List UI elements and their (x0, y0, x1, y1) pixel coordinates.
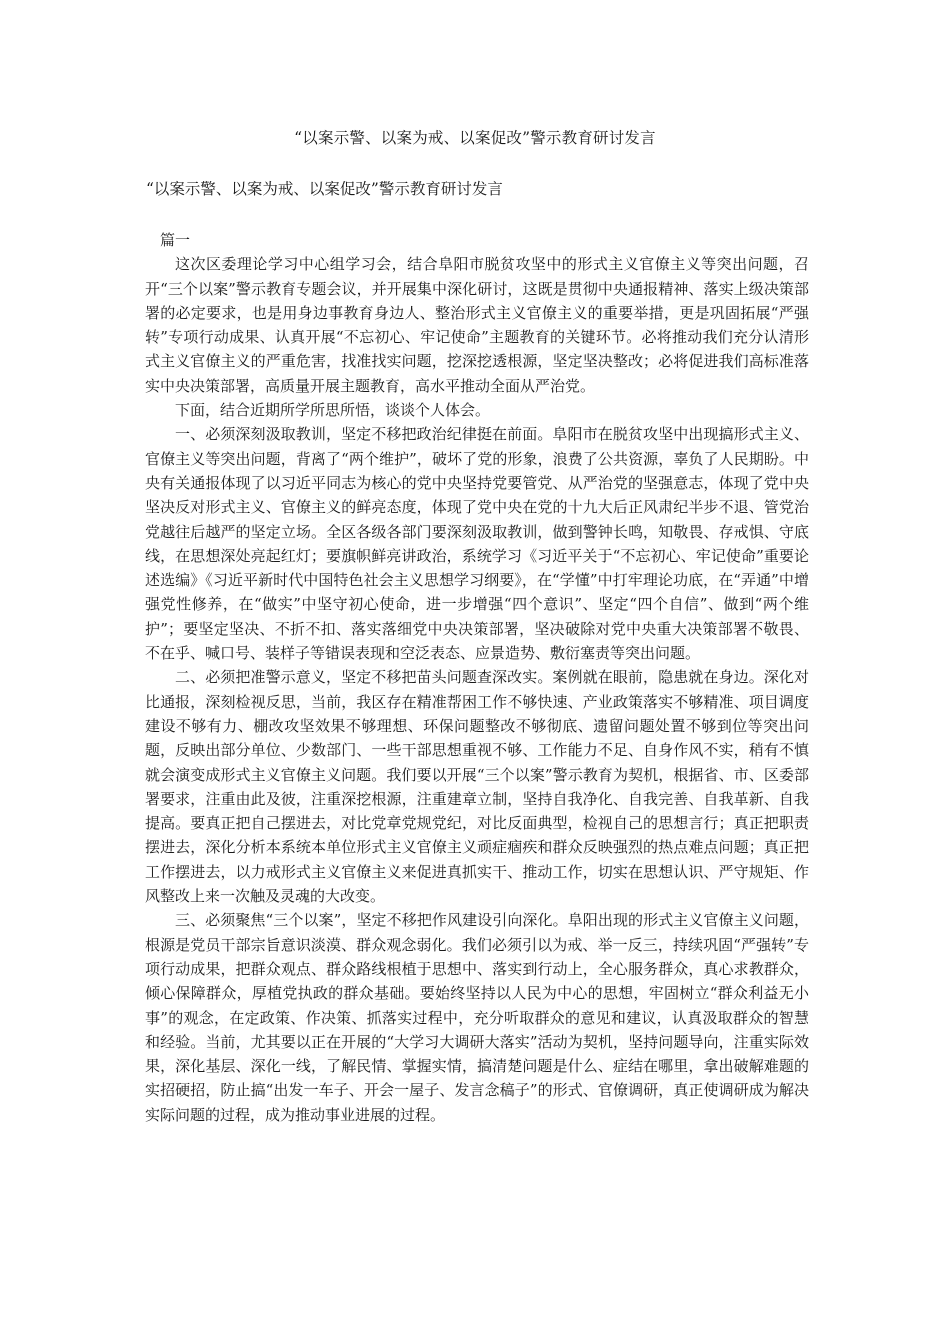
document-subtitle: “以案示警、以案为戒、以案促改”警示教育研讨发言 (146, 180, 503, 198)
paragraph-intro: 这次区委理论学习中心组学习会，结合阜阳市脱贫攻坚中的形式主义官僚主义等突出问题，召开“三个以案”警示教育专题会议，并开展集中深化研讨，这既是贯彻中央通报精神、落实上级决策部署的必定要求，也是用身边事教育身边人、整治形式主义官僚主义的重要举措，更是巩固拓展“严强转”专项行动成果、认真开展“不忘初心、牢记使命”主题教育的关键环节。必将推动我们充分认清形式主义官僚主义的严重危害，找准找实问题，挖深挖透根源，坚定坚决整改；必将促进我们高标准落实中央决策部署，高质量开展主题教育，高水平推动全面从严治党。 (145, 255, 809, 395)
section-label: 篇一 (160, 231, 191, 249)
document-body (145, 228, 809, 1127)
paragraph-point-one: 一、必须深刻汲取教训，坚定不移把政治纪律挺在前面。阜阳市在脱贫攻坚中出现搞形式主义、官僚主义等突出问题，背离了“两个维护”，破坏了党的形象，浪费了公共资源，辜负了人民期盼。中央有关通报体现了以习近平同志为核心的党中央坚持党要管党、从严治党的坚强意志，体现了党中央坚决反对形式主义、官僚主义的鲜亮态度，体现了党中央在党的十九大后正风肃纪半步不退、管党治党越往后越严的坚定立场。全区各级各部门要深刻汲取教训，做到警钟长鸣，知敬畏、存戒惧、守底线，在思想深处亮起红灯；要旗帜鲜亮讲政治，系统学习《习近平关于“不忘初心、牢记使命”重要论述选编》《习近平新时代中国特色社会主义思想学习纲要》，在“学懂”中打牢理论功底，在“弄通”中增强党性修养，在“做实”中坚守初心使命，进一步增强“四个意识”、坚定“四个自信”、做到“两个维护”；要坚定坚决、不折不扣、落实落细党中央决策部署，坚决破除对党中央重大决策部署不敬畏、不在乎、喊口号、装样子等错误表现和空泛表态、应景造势、敷衍塞责等突出问题。 (145, 425, 809, 663)
paragraph-transition: 下面，结合近期所学所思所悟，谈谈个人体会。 (175, 401, 491, 420)
paragraph-point-three: 三、必须聚焦“三个以案”，坚定不移把作风建设引向深化。阜阳出现的形式主义官僚主义问题，根源是党员干部宗旨意识淡漠、群众观念弱化。我们必须引以为戒、举一反三，持续巩固“严强转”专项行动成果，把群众观点、群众路线根植于思想中、落实到行动上，全心服务群众，真心求教群众，倾心保障群众，厚植党执政的群众基础。要始终坚持以人民为中心的思想，牢固树立“群众利益无小事”的观念，在定政策、作决策、抓落实过程中，充分听取群众的意见和建议，认真汲取群众的智慧和经验。当前，尤其要以正在开展的“大学习大调研大落实”活动为契机，坚持问题导向，注重实际效果，深化基层、深化一线，了解民情、掌握实情，搞清楚问题是什么、症结在哪里，拿出破解难题的实招硬招，防止搞“出发一车子、开会一屋子、发言念稿子”的形式、官僚调研，真正使调研成为解决实际问题的过程，成为推动事业进展的过程。 (145, 911, 809, 1124)
paragraph-point-two: 二、必须把准警示意义，坚定不移把苗头问题查深改实。案例就在眼前，隐患就在身边。深化对比通报，深刻检视反思，当前，我区存在精准帮困工作不够快速、产业政策落实不够精准、项目调度建设不够有力、棚改攻坚效果不够理想、环保问题整改不够彻底、遗留问题处置不够到位等突出问题，反映出部分单位、少数部门、一些干部思想重视不够、工作能力不足、自身作风不实，稍有不慎就会演变成形式主义官僚主义问题。我们要以开展“三个以案”警示教育为契机，根据省、市、区委部署要求，注重由此及彼，注重深挖根源，注重建章立制，坚持自我净化、自我完善、自我革新、自我提高。要真正把自己摆进去，对比党章党规党纪，对比反面典型，检视自己的思想言行；真正把职责摆进去，深化分析本系统本单位形式主义官僚主义顽症痼疾和群众反映强烈的热点难点问题；真正把工作摆进去，以力戒形式主义官僚主义来促进真抓实干、推动工作，切实在思想认识、严守规矩、作风整改上来一次触及灵魂的大改变。 (145, 668, 809, 906)
document-title: “以案示警、以案为戒、以案促改”警示教育研讨发言 (294, 129, 656, 147)
